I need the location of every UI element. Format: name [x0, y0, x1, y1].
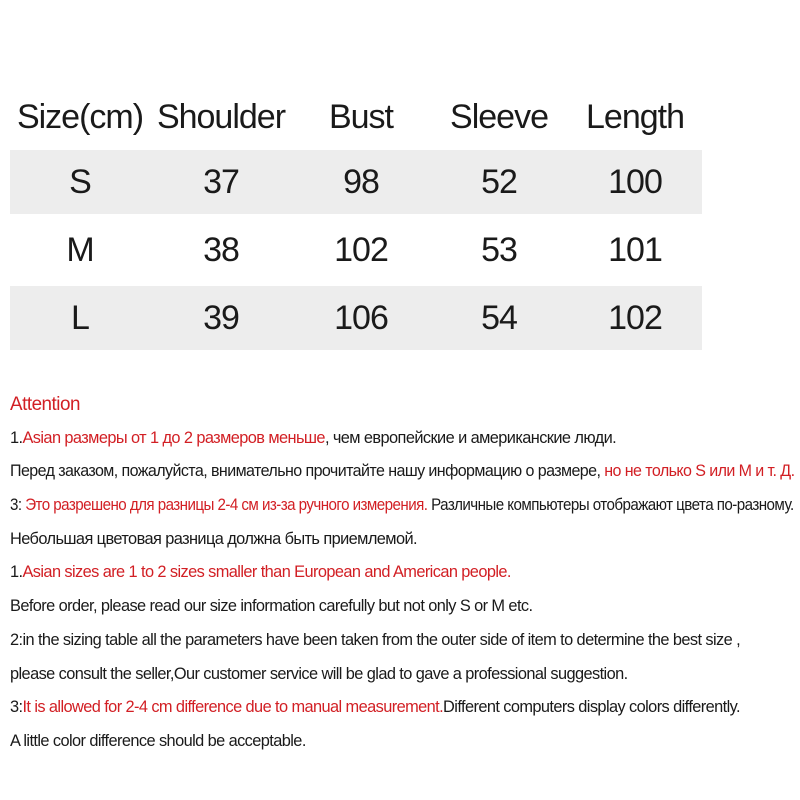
table-cell-size: S: [69, 162, 91, 201]
table-cell-sleeve: 52: [481, 162, 517, 201]
table-cell-length: 100: [608, 162, 662, 201]
header-bust: Bust: [328, 97, 394, 136]
note-en-2: Before order, please read our size information carefully but not only S or M etc.: [10, 597, 533, 616]
note-ru-1: 1.Asian размеры от 1 до 2 размеров меньше, чем европейские и американские люди.: [10, 428, 617, 447]
size-table: [10, 88, 702, 350]
table-row-l: [10, 286, 702, 350]
table-header-row: [10, 88, 702, 146]
table-cell-length: 101: [608, 230, 662, 269]
table-cell-sleeve: 54: [481, 298, 517, 337]
table-row-s: [10, 150, 702, 214]
note-en-3: 2:in the sizing table all the parameters have been taken from the outer side of item to determine the best size ,: [10, 630, 741, 649]
table-cell-length: 102: [608, 298, 662, 337]
table-cell-bust: 98: [343, 162, 379, 201]
header-length: Length: [586, 97, 684, 136]
table-cell-bust: 102: [334, 230, 388, 269]
note-ru-4: Небольшая цветовая разница должна быть приемлемой.: [10, 529, 417, 548]
table-cell-size: M: [66, 230, 94, 269]
table-cell-shoulder: 38: [203, 230, 239, 269]
note-en-4: please consult the seller,Our customer service will be glad to gave a professional suggestion.: [10, 664, 628, 683]
table-cell-shoulder: 39: [203, 298, 239, 337]
note-ru-3: 3: Это разрешено для разницы 2-4 см из-за ручного измерения. Различные компьютеры отображают цвета по-разному.: [10, 496, 794, 515]
table-cell-size: L: [71, 298, 89, 337]
table-cell-shoulder: 37: [203, 162, 239, 201]
table-row-m: [10, 218, 702, 282]
note-ru-2: Перед заказом, пожалуйста, внимательно прочитайте нашу информацию о размере, но не только S или M и т. Д.: [10, 462, 795, 481]
attention-heading: Attention: [10, 394, 80, 415]
size-notes: [10, 388, 800, 759]
note-en-5: 3:It is allowed for 2-4 cm difference due to manual measurement.Different computers display colors differently.: [10, 698, 740, 717]
note-en-1: 1.Asian sizes are 1 to 2 sizes smaller than European and American people.: [10, 563, 511, 582]
header-shoulder: Shoulder: [156, 97, 286, 136]
header-size: Size(cm): [16, 97, 144, 136]
table-cell-sleeve: 53: [481, 230, 517, 269]
header-sleeve: Sleeve: [450, 97, 548, 136]
table-cell-bust: 106: [334, 298, 388, 337]
note-en-6: A little color difference should be acceptable.: [10, 731, 306, 750]
